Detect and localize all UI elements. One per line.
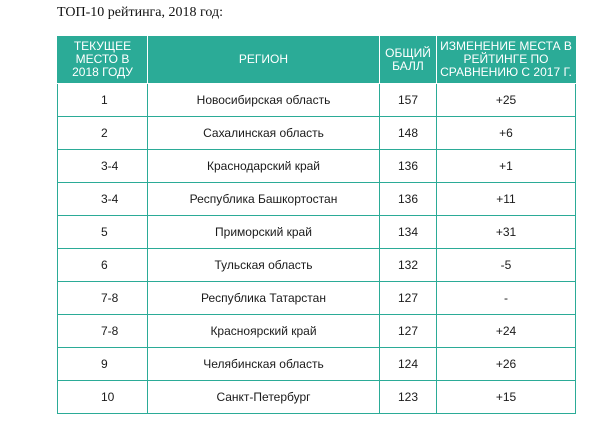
cell-change: - [437,282,576,315]
cell-score: 136 [380,150,437,183]
cell-change: +11 [437,183,576,216]
cell-region: Санкт-Петербург [148,381,380,414]
cell-region: Сахалинская область [148,117,380,150]
cell-place: 5 [58,216,148,249]
header-current-place: ТЕКУЩЕЕ МЕСТО В 2018 ГОДУ [58,36,148,84]
table-row [58,150,576,183]
header-total-score: ОБЩИЙ БАЛЛ [380,36,437,84]
cell-place: 3-4 [58,150,148,183]
cell-region: Тульская область [148,249,380,282]
cell-change: +31 [437,216,576,249]
cell-region: Новосибирская область [148,84,380,117]
cell-score: 157 [380,84,437,117]
cell-score: 124 [380,348,437,381]
cell-change: +15 [437,381,576,414]
cell-score: 148 [380,117,437,150]
table-row [58,183,576,216]
table-row [58,348,576,381]
cell-place: 7-8 [58,282,148,315]
cell-region: Красноярский край [148,315,380,348]
cell-region: Челябинская область [148,348,380,381]
header-region: РЕГИОН [148,36,380,84]
cell-region: Республика Башкортостан [148,183,380,216]
cell-score: 136 [380,183,437,216]
cell-change: +24 [437,315,576,348]
cell-change: -5 [437,249,576,282]
table-caption: ТОП-10 рейтинга, 2018 год: [57,5,224,20]
cell-region: Приморский край [148,216,380,249]
cell-place: 9 [58,348,148,381]
cell-change: +6 [437,117,576,150]
header-place-change: ИЗМЕНЕНИЕ МЕСТА В РЕЙТИНГЕ ПО СРАВНЕНИЮ С 2017 Г. [437,36,576,84]
cell-change: +26 [437,348,576,381]
cell-place: 3-4 [58,183,148,216]
table-row [58,84,576,117]
cell-score: 123 [380,381,437,414]
cell-region: Республика Татарстан [148,282,380,315]
table-header-row [58,36,576,84]
cell-score: 132 [380,249,437,282]
cell-score: 134 [380,216,437,249]
cell-region: Краснодарский край [148,150,380,183]
cell-place: 6 [58,249,148,282]
cell-place: 10 [58,381,148,414]
rating-table [57,36,576,414]
table-row [58,381,576,414]
cell-score: 127 [380,315,437,348]
cell-place: 2 [58,117,148,150]
table-row [58,315,576,348]
cell-score: 127 [380,282,437,315]
cell-change: +1 [437,150,576,183]
table-row [58,282,576,315]
table-row [58,249,576,282]
cell-place: 7-8 [58,315,148,348]
cell-place: 1 [58,84,148,117]
table-row [58,216,576,249]
cell-change: +25 [437,84,576,117]
table-row [58,117,576,150]
